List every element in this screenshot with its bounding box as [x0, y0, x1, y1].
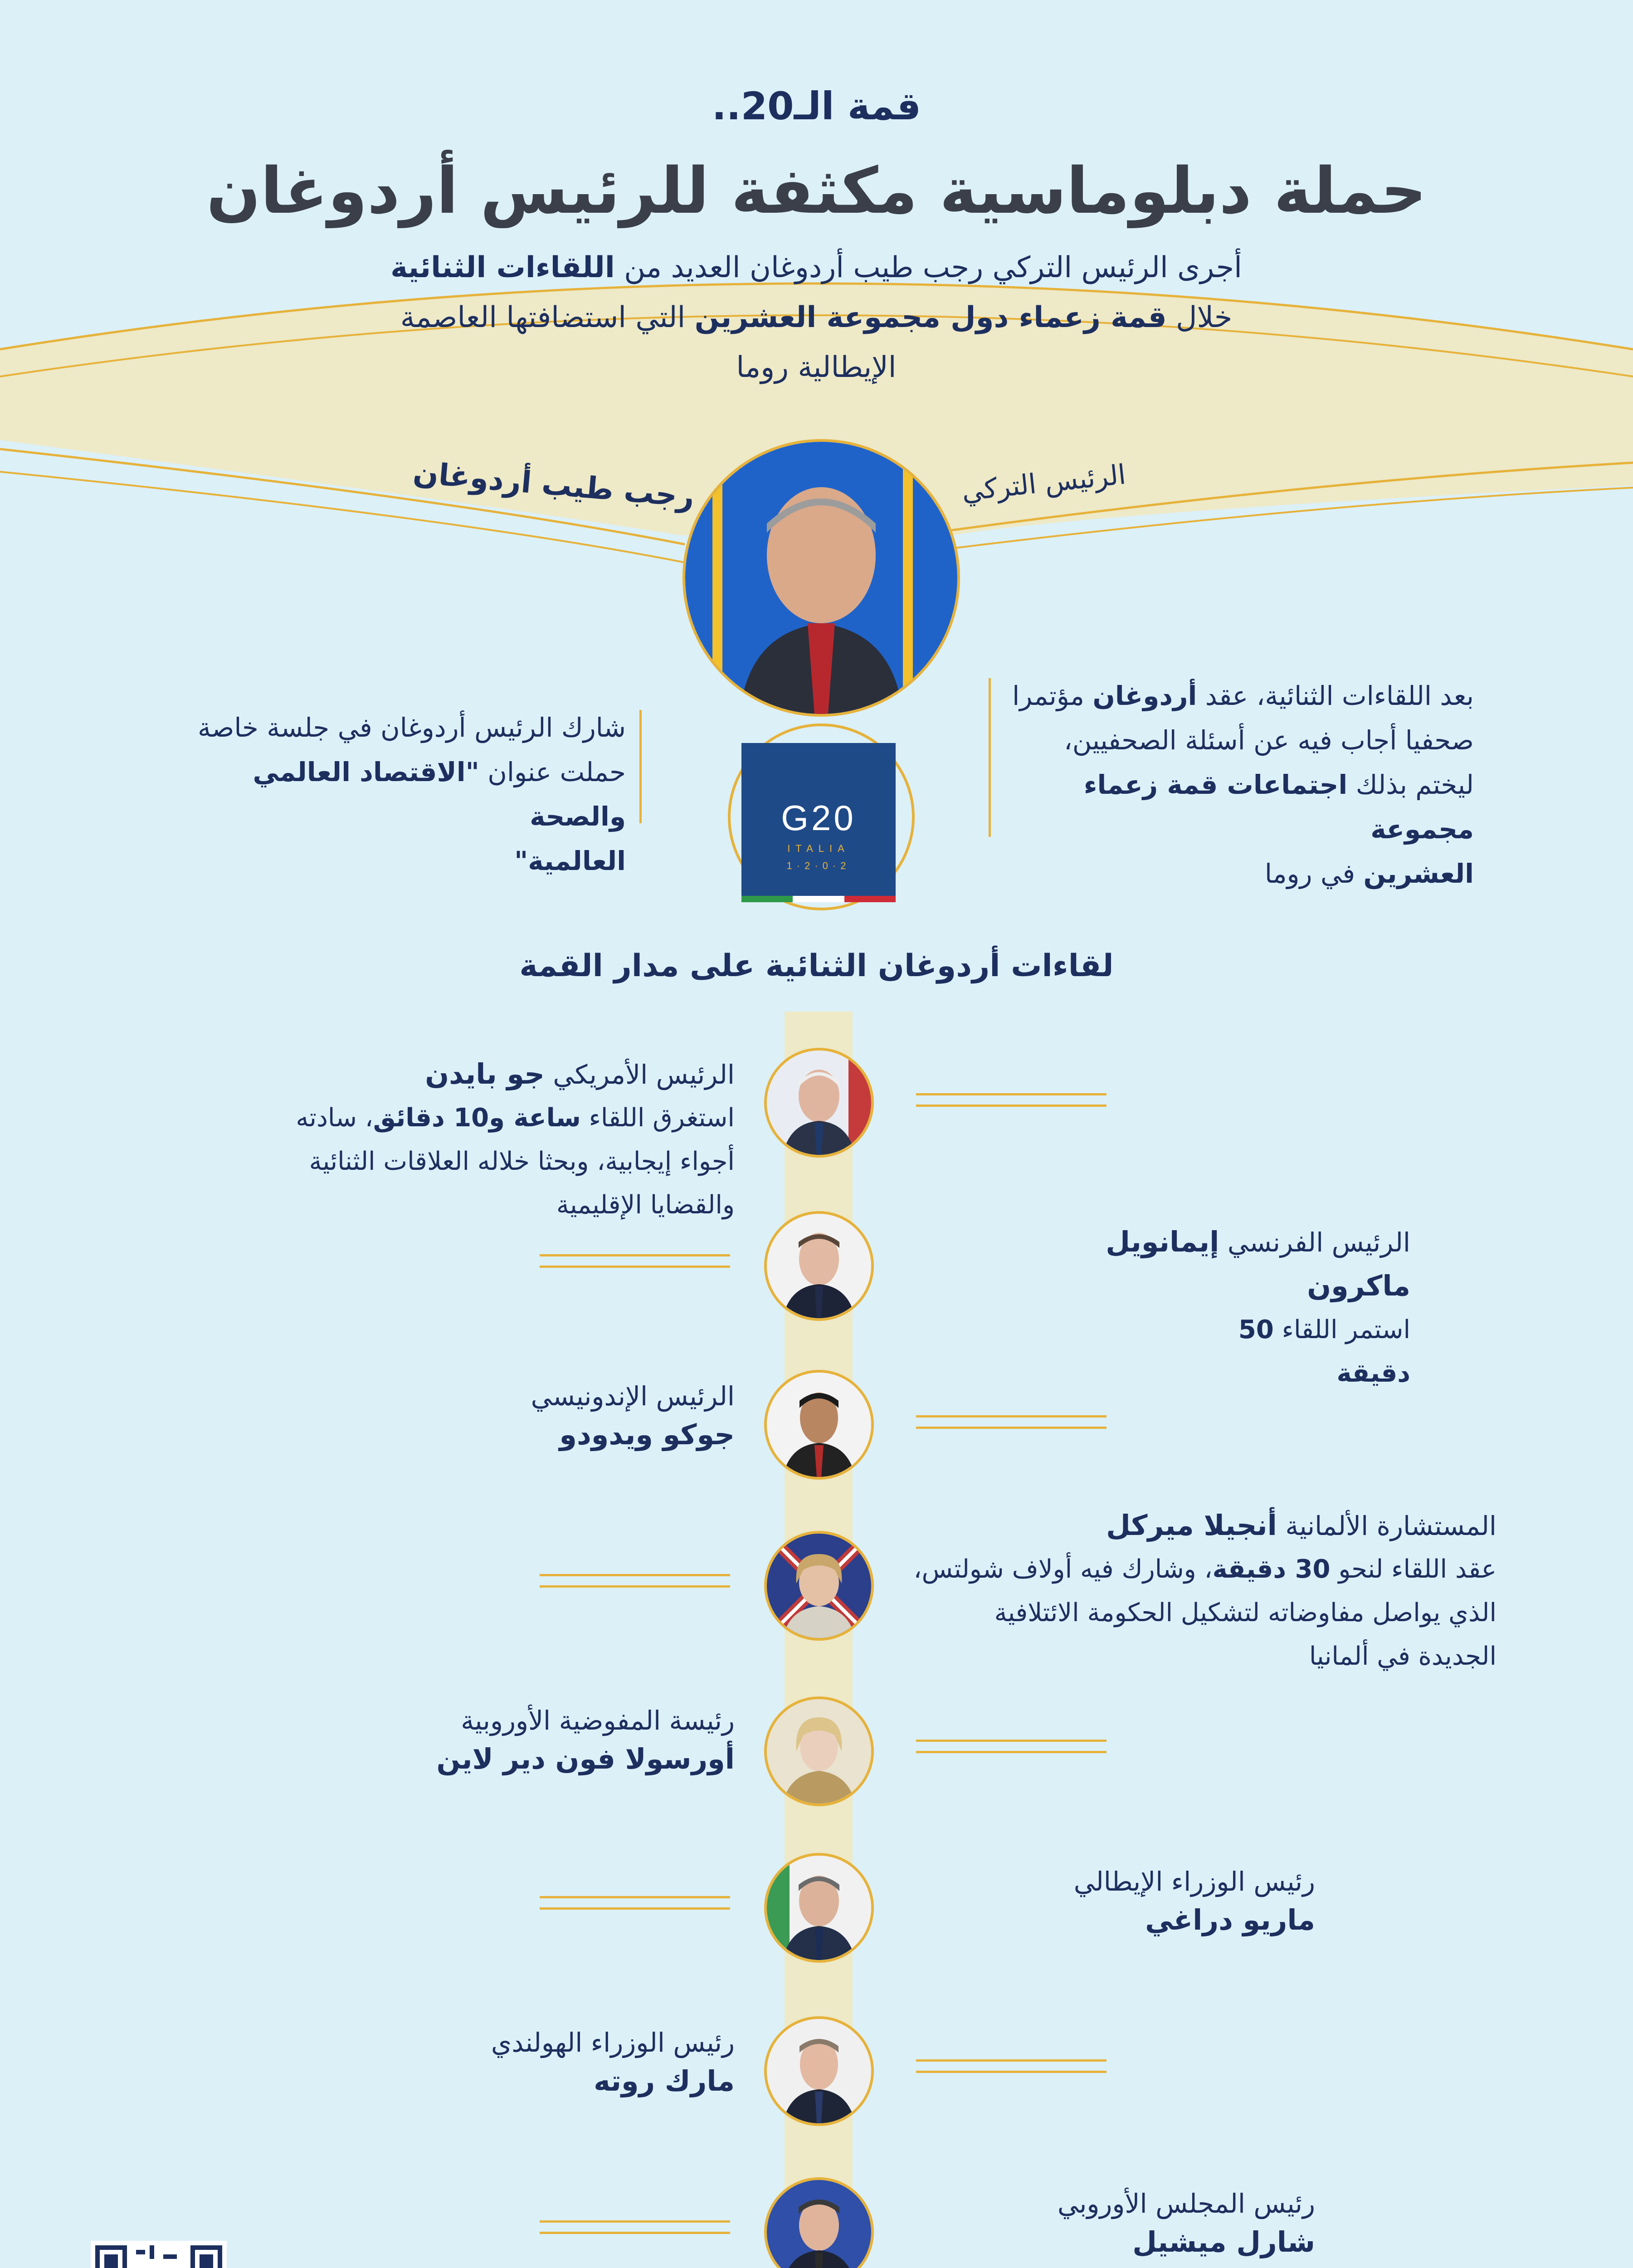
- pc-bold-3: العشرين: [1363, 858, 1474, 889]
- page-title: حملة دبلوماسية مكثفة للرئيس أردوغان: [206, 154, 1427, 228]
- widodo-role: الرئيس الإندونيسي: [531, 1381, 735, 1412]
- intro-text-1: أجرى الرئيس التركي رجب طيب أردوغان العديد من: [614, 251, 1242, 284]
- meeting-rutte: [290, 2021, 735, 2097]
- supertitle: قمة الـ20..: [712, 84, 921, 128]
- erdogan-role: الرئيس التركي: [960, 459, 1127, 508]
- michel-name: شارل ميشيل: [1132, 2225, 1315, 2258]
- draghi-name: ماريو دراغي: [1145, 1903, 1315, 1936]
- intro-text-3: التي استضافتها العاصمة: [400, 301, 695, 334]
- merkel-photo: [764, 1531, 874, 1641]
- meeting-merkel: [898, 1504, 1497, 1678]
- biden-photo: [764, 1048, 874, 1158]
- italy-flag-stripe: [741, 896, 896, 902]
- macron-role: الرئيس الفرنسي: [1219, 1227, 1410, 1258]
- connector-draghi: [540, 1896, 730, 1910]
- merkel-name: أنجيلا ميركل: [1106, 1509, 1277, 1542]
- ss-bold-1: "الاقتصاد العالمي والصحة: [253, 757, 626, 832]
- merkel-desc-bold: 30 دقيقة: [1212, 1554, 1331, 1584]
- von-der-leyen-photo: [764, 1696, 874, 1806]
- connector-macron: [540, 1254, 730, 1268]
- rutte-photo: [764, 2016, 874, 2126]
- ss-text-2: حملت عنوان: [479, 757, 626, 787]
- draghi-role: رئيس الوزراء الإيطالي: [1073, 1866, 1315, 1897]
- divider-left: [639, 710, 642, 823]
- g20-logo-sub2: 2·0·2·1: [786, 860, 851, 871]
- macron-photo: [764, 1211, 874, 1321]
- merkel-desc-2: الذي يواصل مفاوضاته لتشكيل الحكومة الائتلافية: [994, 1598, 1497, 1628]
- biden-desc-2: أجواء إيجابية، وبحثا خلاله العلاقات الثنائية: [309, 1147, 735, 1176]
- pc-text-5: في روما: [1264, 858, 1364, 889]
- von-der-leyen-role: رئيسة المفوضية الأوروبية: [461, 1705, 735, 1736]
- intro-bold-1: اللقاءات الثنائية: [390, 251, 615, 284]
- connector-michel: [540, 2220, 730, 2234]
- biden-desc-1e: ، سادته: [296, 1103, 373, 1133]
- meeting-widodo: [290, 1374, 735, 1451]
- merkel-desc-1: عقد اللقاء لنحو: [1330, 1554, 1497, 1584]
- intro-text-2: خلال: [1166, 301, 1233, 334]
- merkel-desc-1e: ، وشارك فيه أولاف شولتس،: [913, 1554, 1213, 1584]
- section-title: لقاءات أردوغان الثنائية على مدار القمة: [519, 948, 1114, 984]
- pc-text-2: مؤتمرا: [1012, 680, 1093, 711]
- meeting-draghi: [907, 1860, 1315, 1936]
- merkel-role: المستشارة الألمانية: [1277, 1510, 1497, 1541]
- biden-desc-3: والقضايا الإقليمية: [556, 1190, 735, 1220]
- pc-bold-2: اجتماعات قمة زعماء مجموعة: [1083, 769, 1474, 845]
- connector-merkel: [540, 1574, 730, 1588]
- pc-text-3: صحفيا أجاب فيه عن أسئلة الصحفيين،: [1064, 725, 1474, 756]
- rutte-name: مارك روته: [594, 2064, 735, 2097]
- macron-desc-1: استمر اللقاء: [1273, 1315, 1410, 1344]
- ss-text-1: شارك الرئيس أردوغان في جلسة خاصة: [197, 712, 626, 743]
- pc-text-4: ليختم بذلك: [1347, 769, 1474, 800]
- michel-role: رئيس المجلس الأوروبي: [1057, 2188, 1315, 2219]
- rutte-role: رئيس الوزراء الهولندي: [491, 2027, 735, 2058]
- macron-desc-bold: 50 دقيقة: [1238, 1315, 1410, 1388]
- intro-text-4: الإيطالية روما: [736, 351, 897, 384]
- intro-paragraph: [317, 243, 1315, 392]
- g20-logo: [741, 743, 896, 897]
- special-session-paragraph: [172, 705, 626, 883]
- biden-desc-1: استغرق اللقاء: [580, 1103, 735, 1133]
- biden-desc-bold: ساعة و10 دقائق: [373, 1103, 581, 1133]
- macron-name: إيمانويل ماكرون: [1106, 1225, 1410, 1302]
- merkel-desc-3: الجديدة في ألمانيا: [1309, 1642, 1497, 1671]
- qr-code-icon: [91, 2241, 227, 2268]
- meeting-von-der-leyen: [290, 1699, 735, 1775]
- widodo-name: جوكو ويدودو: [559, 1418, 735, 1451]
- connector-widodo: [916, 1415, 1107, 1429]
- connector-von-der-leyen: [916, 1740, 1107, 1753]
- connector-biden: [916, 1093, 1107, 1107]
- widodo-photo: [764, 1370, 874, 1480]
- press-conference-paragraph: [998, 674, 1474, 896]
- von-der-leyen-name: أورسولا فون دير لاين: [436, 1742, 735, 1775]
- biden-role: الرئيس الأمريكي: [544, 1059, 735, 1090]
- pc-bold-1: أردوغان: [1092, 680, 1197, 711]
- erdogan-photo: [682, 439, 960, 717]
- erdogan-name: رجب طيب أردوغان: [411, 455, 696, 514]
- intro-bold-2: قمة زعماء دول مجموعة العشرين: [694, 301, 1167, 334]
- meeting-macron: [912, 1220, 1410, 1395]
- connector-rutte: [916, 2059, 1107, 2073]
- g20-logo-text: G20: [781, 798, 856, 838]
- biden-name: جو بايدن: [425, 1057, 545, 1090]
- g20-logo-sub1: ITALIA: [787, 843, 850, 854]
- pc-text-1: بعد اللقاءات الثنائية، عقد: [1197, 680, 1474, 711]
- draghi-photo: [764, 1853, 874, 1963]
- meeting-biden: [290, 1052, 735, 1227]
- meeting-michel: [907, 2182, 1315, 2258]
- divider-right: [989, 678, 991, 837]
- ss-bold-2: العالمية": [514, 846, 626, 876]
